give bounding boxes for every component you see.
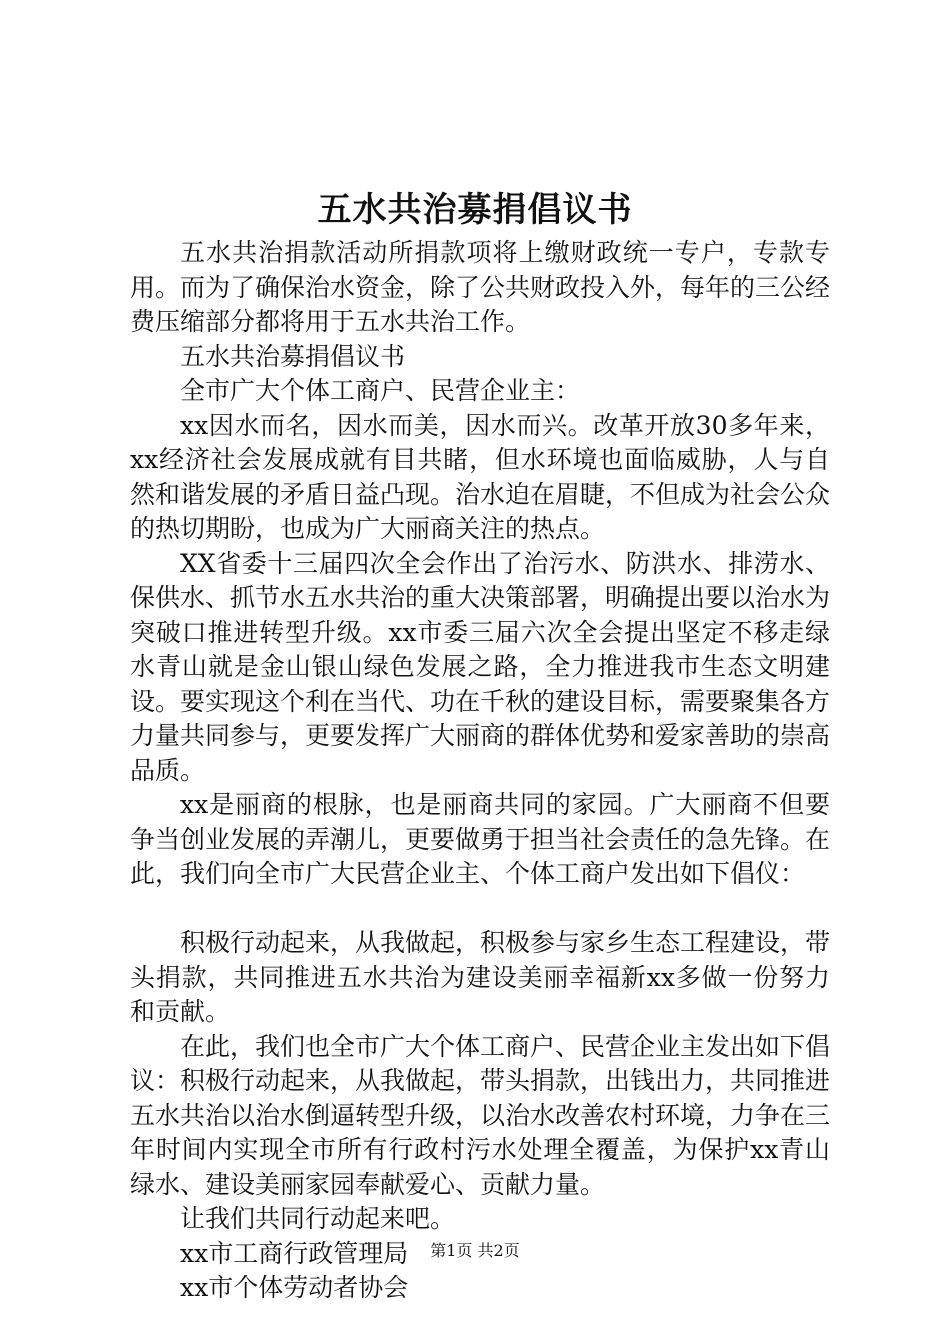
paragraph-policy: XX省委十三届四次全会作出了治污水、防洪水、排涝水、保供水、抓节水五水共治的重大决策部署，明确提出要以治水为突破口推进转型升级。xx市委三届六次全会提出坚定不移走绿水青山就是金山银山绿色发展之路，全力推进我市生态文明建设。要实现这个利在当代、功在千秋的建设目标，需要聚集各方力量共同参与，更要发挥广大丽商的群体优势和爱家善助的崇高品质。 (130, 548, 831, 785)
paragraph-homeland: xx是丽商的根脉，也是丽商共同的家园。广大丽商不但要争当创业发展的弄潮儿，更要做勇于担当社会责任的急先锋。在此，我们向全市广大民营企业主、个体工商户发出如下倡仪： (130, 790, 831, 888)
paragraph-proposal: 在此，我们也全市广大个体工商户、民营企业主发出如下倡议：积极行动起来，从我做起，带头捐款，出钱出力，共同推进五水共治以治水倒逼转型升级，以治水改善农村环境，力争在三年时间内实现全市所有行政村污水处理全覆盖，为保护xx青山绿水、建设美丽家园奉献爱心、贡献力量。 (130, 1031, 831, 1199)
paragraph-intro: xx因水而名，因水而美，因水而兴。改革开放30多年来，xx经济社会发展成就有目共睹，但水环境也面临威胁，人与自然和谐发展的矛盾日益凸现。治水迫在眉睫，不但成为社会公众的热切期盼，也成为广大丽商关注的热点。 (130, 410, 831, 543)
paragraph-closing: 让我们共同行动起来吧。 (180, 1204, 456, 1233)
paragraph-call-to-action: 积极行动起来，从我做起，积极参与家乡生态工程建设，带头捐款，共同推进五水共治为建设美丽幸福新xx多做一份努力和贡献。 (130, 928, 831, 1026)
page-number: 第1页 共2页 (430, 1241, 520, 1260)
paragraph-salutation: 全市广大个体工商户、民营企业主： (180, 376, 581, 405)
signature-association: xx市个体劳动者协会 (180, 1273, 409, 1302)
document-title: 五水共治募捐倡议书 (317, 190, 633, 230)
paragraph-funding-note: 五水共治捐款活动所捐款项将上缴财政统一专户，专款专用。而为了确保治水资金，除了公共财政投入外，每年的三公经费压缩部分都将用于五水共治工作。 (130, 238, 831, 336)
signature-bureau: xx市工商行政管理局 (180, 1238, 409, 1268)
paragraph-subtitle: 五水共治募捐倡议书 (180, 341, 406, 371)
paragraph-blank (130, 892, 830, 927)
document-body (130, 236, 830, 1306)
